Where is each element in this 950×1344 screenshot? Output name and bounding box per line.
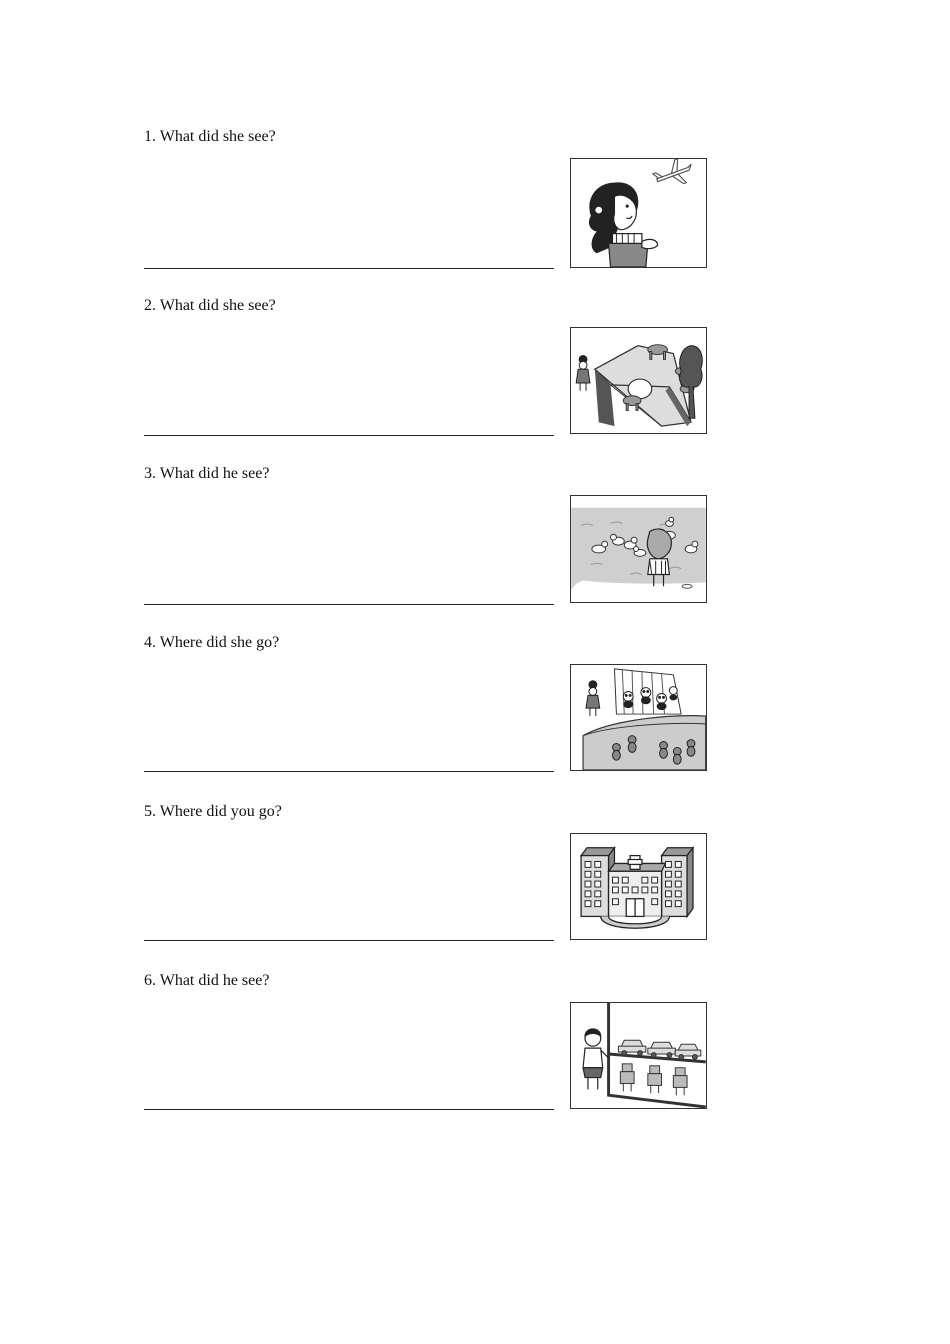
hospital-cross-icon (628, 856, 642, 870)
question-3-number: 3. (144, 465, 156, 482)
question-5-text (144, 802, 282, 822)
boy-at-toy-shop-window-picture (570, 1002, 707, 1109)
question-2-number: 2. (144, 297, 156, 314)
question-6-prompt: What did he see? (159, 972, 270, 989)
question-4-answer-line[interactable] (144, 771, 554, 772)
girl-at-zoo-with-pandas-and-monkeys-picture (570, 664, 707, 771)
question-6-number: 6. (144, 972, 156, 989)
question-4-number: 4. (144, 634, 156, 651)
question-1-answer-line[interactable] (144, 268, 554, 269)
girl-at-animal-enclosure-picture (570, 327, 707, 434)
question-5-number: 5. (144, 803, 156, 820)
question-1-text (144, 127, 276, 147)
question-3-text (144, 464, 269, 484)
question-4-text (144, 633, 279, 653)
question-5-answer-line[interactable] (144, 940, 554, 941)
question-3-answer-line[interactable] (144, 604, 554, 605)
question-2-prompt: What did she see? (159, 297, 276, 314)
question-3-prompt: What did he see? (159, 465, 270, 482)
question-6-answer-line[interactable] (144, 1109, 554, 1110)
question-1-prompt: What did she see? (159, 128, 276, 145)
question-4-prompt: Where did she go? (159, 634, 280, 651)
question-5-prompt: Where did you go? (159, 803, 282, 820)
child-watching-ducks-on-water-picture (570, 495, 707, 603)
question-2-text (144, 296, 276, 316)
question-2-answer-line[interactable] (144, 435, 554, 436)
hospital-building-picture (570, 833, 707, 940)
question-6-text (144, 971, 269, 991)
girl-watching-airplane-picture (570, 158, 707, 268)
question-1-number: 1. (144, 128, 156, 145)
